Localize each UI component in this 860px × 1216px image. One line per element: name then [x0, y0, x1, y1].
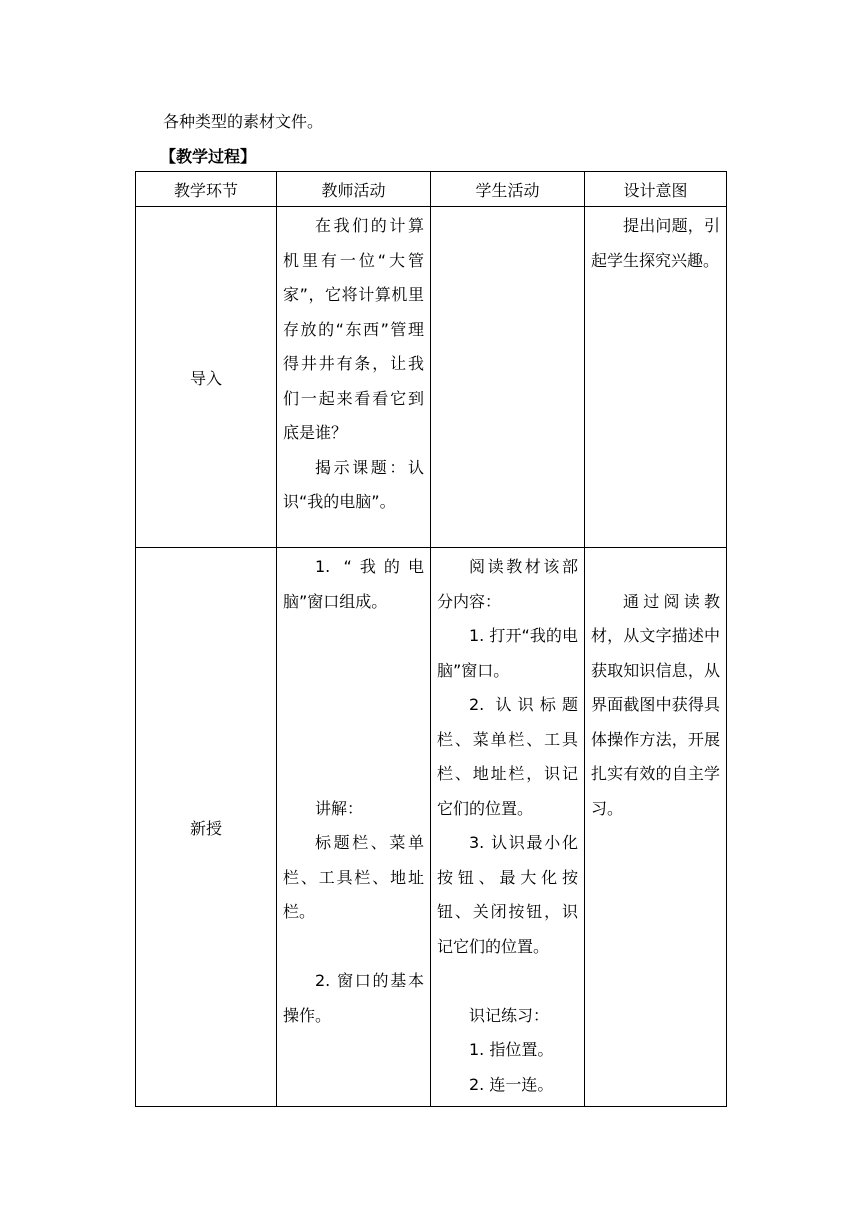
teaching-process-table — [135, 171, 727, 1107]
blank-line — [283, 757, 424, 792]
teacher-paragraph: 讲解： — [315, 798, 364, 818]
student-activity-cell — [431, 548, 585, 1107]
intro-text: 各种类型的素材文件。 — [163, 112, 324, 131]
teacher-activity-cell — [277, 207, 431, 548]
student-paragraph: 识记练习： — [469, 1005, 550, 1025]
header-teacher-activity: 教师活动 — [277, 172, 431, 207]
teacher-activity-cell — [277, 548, 431, 1107]
intent-paragraph: 提出问题，引起学生探究兴趣。 — [591, 216, 720, 270]
header-stage: 教学环节 — [136, 172, 277, 207]
header-student-activity: 学生活动 — [431, 172, 585, 207]
teacher-paragraph: 在我们的计算机里有一位“大管家”，它将计算机里存放的“东西”管理得井井有条，让我们一起来看看它到底是谁？ — [283, 216, 424, 442]
blank-line — [283, 723, 424, 758]
stage-cell: 导入 — [136, 207, 277, 548]
design-intent-cell — [585, 548, 727, 1107]
section-heading: 【教学过程】 — [160, 147, 257, 166]
teacher-paragraph: 标题栏、菜单栏、工具栏、地址栏。 — [283, 833, 424, 921]
table-header-row — [136, 172, 727, 207]
blank-line — [283, 619, 424, 654]
student-paragraph: 2. 连一连。 — [469, 1074, 554, 1094]
blank-line — [283, 930, 424, 965]
blank-line — [283, 688, 424, 723]
teacher-paragraph: 揭示课题：认识“我的电脑”。 — [283, 457, 424, 511]
student-paragraph: 1. 打开“我的电脑”窗口。 — [437, 626, 578, 680]
teacher-paragraph: 1. “我的电脑”窗口组成。 — [283, 557, 424, 611]
student-paragraph: 2. 认识标题栏、菜单栏、工具栏、地址栏，识记它们的位置。 — [437, 695, 578, 818]
blank-line — [283, 654, 424, 689]
stage-cell: 新授 — [136, 548, 277, 1107]
design-intent-cell — [585, 207, 727, 548]
student-paragraph: 3. 认识最小化按钮、最大化按钮、关闭按钮，识记它们的位置。 — [437, 833, 578, 956]
blank-line — [437, 964, 578, 999]
student-paragraph: 阅读教材该部分内容： — [437, 557, 578, 611]
student-paragraph: 1. 指位置。 — [469, 1040, 554, 1059]
teacher-paragraph: 2. 窗口的基本操作。 — [283, 971, 424, 1025]
header-design-intent: 设计意图 — [585, 172, 727, 207]
table-row-new-lesson — [136, 548, 727, 1107]
blank-line — [591, 550, 720, 585]
student-activity-cell — [431, 207, 585, 548]
table-row-intro — [136, 207, 727, 548]
intent-paragraph: 通过阅读教材，从文字描述中获取知识信息，从界面截图中获得具体操作方法，开展扎实有效的自主学习。 — [591, 591, 720, 818]
